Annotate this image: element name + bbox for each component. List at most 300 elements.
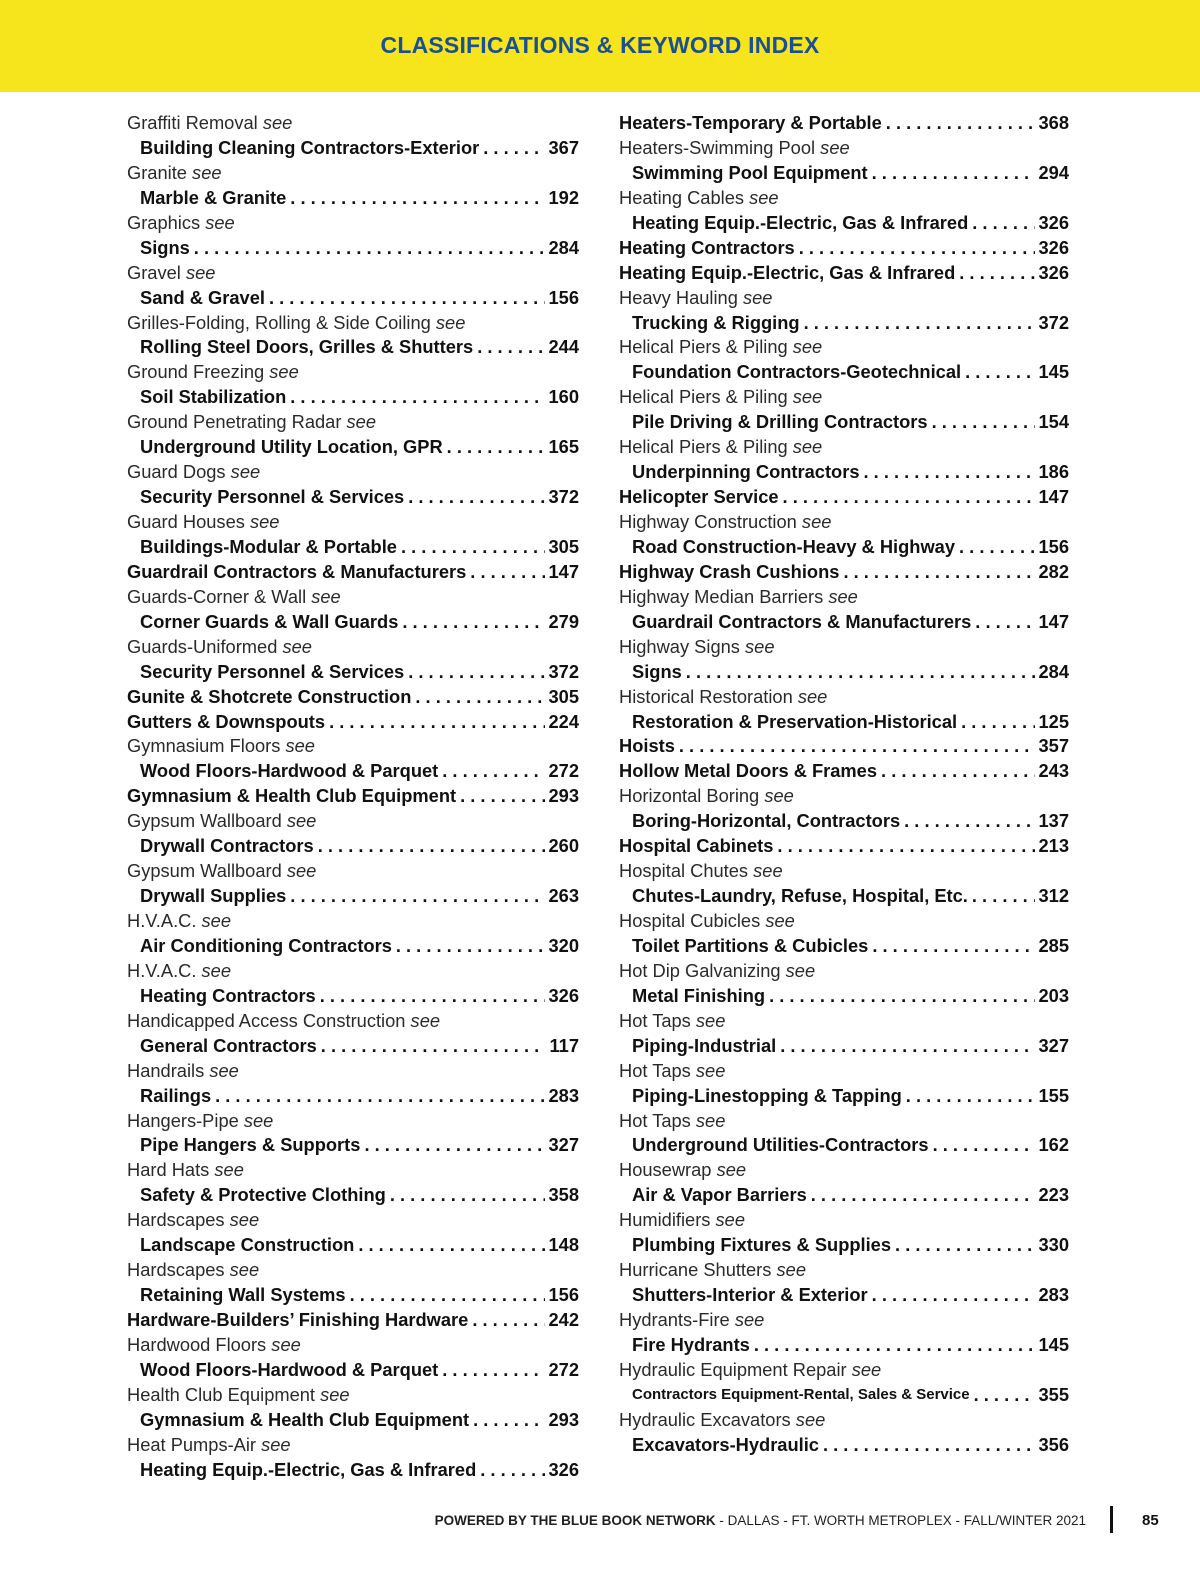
index-column-right xyxy=(619,111,1069,1458)
index-entry xyxy=(619,759,1069,784)
classification-label: Heating Contractors xyxy=(140,984,316,1006)
index-entry xyxy=(127,1458,579,1483)
index-cross-reference xyxy=(619,1158,1069,1183)
see-label: see xyxy=(269,361,299,383)
page-reference: 165 xyxy=(548,436,579,458)
keyword-text: Historical Restoration xyxy=(619,685,793,707)
dot-leader xyxy=(317,1034,545,1059)
dot-leader xyxy=(868,934,1035,959)
keyword-text: Guard Dogs xyxy=(127,461,226,483)
classification-label: Restoration & Preservation-Historical xyxy=(632,710,958,732)
index-entry xyxy=(127,1183,579,1208)
index-entry xyxy=(619,485,1069,510)
classification-label: Hospital Cabinets xyxy=(619,835,774,857)
dot-leader xyxy=(929,1133,1035,1158)
index-entry xyxy=(619,360,1069,385)
page-reference: 155 xyxy=(1038,1084,1069,1106)
see-label: see xyxy=(792,436,823,458)
page-reference: 148 xyxy=(548,1234,579,1256)
dot-leader xyxy=(346,1283,545,1308)
keyword-text: Gypsum Wallboard xyxy=(127,860,282,882)
index-cross-reference xyxy=(127,635,579,660)
page-reference: 192 xyxy=(548,186,579,208)
index-cross-reference xyxy=(127,360,579,385)
see-label: see xyxy=(262,112,293,133)
classification-label: Wood Floors-Hardwood & Parquet xyxy=(140,760,439,782)
keyword-text: Gypsum Wallboard xyxy=(127,810,282,832)
page-reference: 326 xyxy=(548,1458,579,1480)
index-cross-reference xyxy=(619,859,1069,884)
dot-leader xyxy=(882,111,1035,136)
page-reference: 263 xyxy=(548,885,579,907)
classification-label: Guardrail Contractors & Manufacturers xyxy=(632,610,972,632)
dot-leader xyxy=(211,1084,545,1109)
see-label: see xyxy=(201,959,232,981)
classification-label: Helicopter Service xyxy=(619,486,779,508)
classification-label: Heating Equip.-Electric, Gas & Infrared xyxy=(619,261,956,283)
footer-divider xyxy=(1110,1506,1113,1533)
dot-leader xyxy=(466,560,545,585)
classification-label: Toilet Partitions & Cubicles xyxy=(632,934,869,956)
see-label: see xyxy=(286,860,317,882)
dot-leader xyxy=(316,984,545,1009)
page-reference: 284 xyxy=(1038,660,1069,682)
index-cross-reference xyxy=(619,909,1069,934)
index-cross-reference xyxy=(619,385,1069,410)
page-reference: 330 xyxy=(1038,1234,1069,1256)
dot-leader xyxy=(479,136,545,161)
page-reference: 224 xyxy=(548,710,579,732)
index-entry xyxy=(619,560,1069,585)
classification-label: Piping-Industrial xyxy=(632,1034,777,1056)
page-reference: 279 xyxy=(548,610,579,632)
classification-label: Foundation Contractors-Geotechnical xyxy=(632,361,962,383)
index-entry xyxy=(619,1133,1069,1158)
index-cross-reference xyxy=(619,510,1069,535)
dot-leader xyxy=(928,410,1035,435)
index-entry xyxy=(619,1333,1069,1358)
index-entry xyxy=(127,759,579,784)
dot-leader xyxy=(773,834,1035,859)
page-reference: 117 xyxy=(549,1034,579,1056)
see-label: see xyxy=(229,1259,260,1281)
classification-label: Security Personnel & Services xyxy=(140,660,405,682)
index-cross-reference xyxy=(127,1158,579,1183)
page-reference: 203 xyxy=(1038,984,1069,1006)
index-cross-reference xyxy=(127,410,579,435)
classification-label: Air & Vapor Barriers xyxy=(632,1184,807,1206)
dot-leader xyxy=(955,535,1035,560)
keyword-text: Guards-Corner & Wall xyxy=(127,585,307,607)
dot-leader xyxy=(955,261,1035,286)
dot-leader xyxy=(190,236,545,261)
index-column-left xyxy=(127,111,579,1483)
index-cross-reference xyxy=(619,286,1069,311)
see-label: see xyxy=(742,286,773,308)
index-entry xyxy=(127,1233,579,1258)
see-label: see xyxy=(753,860,783,882)
keyword-text: Heat Pumps-Air xyxy=(127,1433,257,1455)
classification-label: Retaining Wall Systems xyxy=(140,1284,346,1306)
dot-leader xyxy=(411,685,545,710)
page-reference: 186 xyxy=(1038,461,1069,483)
index-cross-reference xyxy=(127,311,579,336)
dot-leader xyxy=(957,710,1035,735)
dot-leader xyxy=(807,1183,1035,1208)
classification-label: Gymnasium & Health Club Equipment xyxy=(140,1408,470,1430)
index-entry xyxy=(619,1283,1069,1308)
page-reference: 223 xyxy=(1038,1184,1069,1206)
classification-label: Marble & Granite xyxy=(140,186,287,208)
keyword-text: Humidifiers xyxy=(619,1209,711,1231)
classification-label: Heating Equip.-Electric, Gas & Infrared xyxy=(140,1458,477,1480)
classification-label: Hoists xyxy=(619,735,675,757)
keyword-text: Graffiti Removal xyxy=(127,112,258,133)
keyword-text: Helical Piers & Piling xyxy=(619,336,788,358)
page-reference: 160 xyxy=(548,386,579,408)
page-reference: 145 xyxy=(1038,361,1069,383)
classification-label: Plumbing Fixtures & Supplies xyxy=(632,1234,892,1256)
dot-leader xyxy=(354,1233,545,1258)
index-cross-reference xyxy=(619,959,1069,984)
page-reference: 147 xyxy=(1038,486,1069,508)
index-cross-reference xyxy=(127,734,579,759)
page-reference: 243 xyxy=(1038,760,1069,782)
keyword-text: Hot Taps xyxy=(619,1059,691,1081)
keyword-text: Hospital Cubicles xyxy=(619,910,761,931)
keyword-text: Helical Piers & Piling xyxy=(619,386,788,408)
keyword-text: Ground Penetrating Radar xyxy=(127,411,342,433)
dot-leader xyxy=(971,610,1035,635)
classification-label: Guardrail Contractors & Manufacturers xyxy=(127,560,467,582)
page-reference: 285 xyxy=(1038,934,1069,956)
page-reference: 293 xyxy=(548,1408,579,1430)
classification-label: Contractors Equipment-Rental, Sales & Service xyxy=(632,1385,970,1403)
see-label: see xyxy=(795,1408,826,1430)
index-entry xyxy=(127,1133,579,1158)
index-cross-reference xyxy=(127,1433,579,1458)
classification-label: Corner Guards & Wall Guards xyxy=(140,610,399,632)
page-title: CLASSIFICATIONS & KEYWORD INDEX xyxy=(380,32,820,58)
keyword-text: Highway Construction xyxy=(619,511,797,532)
page-reference: 260 xyxy=(548,835,579,857)
see-label: see xyxy=(410,1009,441,1031)
index-entry xyxy=(127,560,579,585)
dot-leader xyxy=(392,934,545,959)
page-reference: 326 xyxy=(1038,261,1069,283)
page-reference: 147 xyxy=(1038,610,1069,632)
page-reference: 137 xyxy=(1038,810,1069,832)
page-reference: 358 xyxy=(548,1184,579,1206)
index-entry xyxy=(619,710,1069,735)
see-label: see xyxy=(285,735,315,757)
page-reference: 372 xyxy=(1038,311,1069,333)
index-entry xyxy=(619,535,1069,560)
see-label: see xyxy=(286,810,317,832)
see-label: see xyxy=(249,511,280,532)
classification-label: Hollow Metal Doors & Frames xyxy=(619,760,878,782)
page-reference: 326 xyxy=(548,984,579,1006)
keyword-text: Guards-Uniformed xyxy=(127,635,278,657)
see-label: see xyxy=(828,585,858,607)
keyword-text: Hospital Chutes xyxy=(619,860,749,882)
see-label: see xyxy=(229,1209,260,1231)
page-reference: 156 xyxy=(1038,535,1069,557)
index-cross-reference xyxy=(127,1009,579,1034)
page-reference: 305 xyxy=(548,535,579,557)
dot-leader xyxy=(800,311,1035,336)
classification-label: Hardware-Builders’ Finishing Hardware xyxy=(127,1309,469,1330)
index-cross-reference xyxy=(127,1059,579,1084)
index-cross-reference xyxy=(127,909,579,934)
page-reference: 356 xyxy=(1038,1433,1069,1455)
keyword-text: Hurricane Shutters xyxy=(619,1259,772,1281)
classification-label: Swimming Pool Equipment xyxy=(632,161,868,183)
index-cross-reference xyxy=(127,211,579,236)
dot-leader xyxy=(765,984,1035,1009)
classification-label: General Contractors xyxy=(140,1034,317,1056)
see-label: see xyxy=(851,1358,882,1380)
keyword-text: Hangers-Pipe xyxy=(127,1109,239,1131)
see-label: see xyxy=(820,136,850,158)
dot-leader xyxy=(819,1433,1035,1458)
index-entry xyxy=(127,435,579,460)
page-reference: 283 xyxy=(548,1084,579,1106)
see-label: see xyxy=(435,311,466,333)
dot-leader xyxy=(868,1283,1035,1308)
page-reference: 327 xyxy=(548,1134,579,1156)
page-reference: 156 xyxy=(548,1284,579,1306)
keyword-text: Hot Dip Galvanizing xyxy=(619,959,781,981)
index-entry xyxy=(619,610,1069,635)
see-label: see xyxy=(765,910,795,931)
page-reference: 294 xyxy=(1038,161,1069,183)
page-reference: 284 xyxy=(548,236,579,258)
see-label: see xyxy=(764,785,794,807)
index-entry xyxy=(619,934,1069,959)
index-cross-reference xyxy=(619,784,1069,809)
keyword-text: Heating Cables xyxy=(619,186,744,208)
footer-network: POWERED BY THE BLUE BOOK NETWORK xyxy=(434,1513,716,1528)
classification-label: Chutes-Laundry, Refuse, Hospital, Etc. xyxy=(632,885,968,907)
index-entry xyxy=(127,1034,579,1059)
footer-edition: - DALLAS - FT. WORTH METROPLEX - FALL/WINTER 2021 xyxy=(715,1513,1086,1528)
keyword-text: Heavy Hauling xyxy=(619,286,738,308)
page-reference: 326 xyxy=(1038,236,1069,258)
index-entry xyxy=(619,984,1069,1009)
dot-leader xyxy=(386,1183,545,1208)
page-reference: 305 xyxy=(548,685,579,707)
classification-label: Air Conditioning Contractors xyxy=(140,934,392,956)
classification-label: Heating Equip.-Electric, Gas & Infrared xyxy=(632,211,969,233)
page-reference: 272 xyxy=(548,1358,579,1380)
index-cross-reference xyxy=(619,1208,1069,1233)
classification-label: Gutters & Downspouts xyxy=(127,710,326,732)
keyword-text: Handicapped Access Construction xyxy=(127,1009,406,1031)
dot-leader xyxy=(891,1233,1035,1258)
dot-leader xyxy=(404,485,545,510)
dot-leader xyxy=(860,460,1036,485)
keyword-text: Hydraulic Equipment Repair xyxy=(619,1358,847,1380)
keyword-text: Gravel xyxy=(127,261,181,283)
dot-leader xyxy=(443,435,545,460)
keyword-text: Hot Taps xyxy=(619,1109,691,1131)
classification-label: Boring-Horizontal, Contractors xyxy=(632,810,901,832)
keyword-text: Hardwood Floors xyxy=(127,1333,267,1355)
page-reference: 320 xyxy=(548,934,579,956)
index-entry xyxy=(619,734,1069,759)
index-entry xyxy=(127,934,579,959)
classification-label: Soil Stabilization xyxy=(140,386,287,408)
index-cross-reference xyxy=(619,435,1069,460)
dot-leader xyxy=(468,1308,545,1333)
classification-label: Gunite & Shotcrete Construction xyxy=(127,685,412,707)
index-entry xyxy=(127,236,579,261)
index-entry xyxy=(619,460,1069,485)
dot-leader xyxy=(286,884,545,909)
index-entry xyxy=(127,1308,579,1333)
classification-label: Signs xyxy=(632,660,682,682)
index-cross-reference xyxy=(127,1383,579,1408)
dot-leader xyxy=(314,834,545,859)
classification-label: Buildings-Modular & Portable xyxy=(140,535,397,557)
index-entry xyxy=(619,261,1069,286)
page-reference: 327 xyxy=(1038,1034,1069,1056)
dot-leader xyxy=(839,560,1035,585)
dot-leader xyxy=(877,759,1035,784)
index-entry xyxy=(127,984,579,1009)
page-reference: 156 xyxy=(548,286,579,308)
classification-label: Pile Driving & Drilling Contractors xyxy=(632,411,928,433)
index-entry xyxy=(619,809,1069,834)
index-cross-reference xyxy=(127,460,579,485)
see-label: see xyxy=(776,1259,806,1281)
index-cross-reference xyxy=(127,809,579,834)
classification-label: Pipe Hangers & Supports xyxy=(140,1134,361,1156)
see-label: see xyxy=(214,1159,244,1181)
dot-leader xyxy=(750,1333,1035,1358)
see-label: see xyxy=(243,1109,274,1131)
dot-leader xyxy=(286,385,545,410)
dot-leader xyxy=(902,1084,1035,1109)
page-reference: 162 xyxy=(1038,1134,1069,1156)
keyword-text: Hydrants-Fire xyxy=(619,1309,730,1330)
classification-label: Piping-Linestopping & Tapping xyxy=(632,1084,902,1106)
index-cross-reference xyxy=(619,585,1069,610)
see-label: see xyxy=(695,1009,726,1031)
index-entry xyxy=(619,884,1069,909)
see-label: see xyxy=(749,186,779,208)
page-reference: 367 xyxy=(548,136,579,158)
keyword-text: Ground Freezing xyxy=(127,361,265,383)
page-reference: 312 xyxy=(1038,885,1069,907)
see-label: see xyxy=(261,1433,291,1455)
index-entry xyxy=(127,335,579,360)
see-label: see xyxy=(745,635,775,657)
page-reference: 145 xyxy=(1038,1333,1069,1355)
index-entry xyxy=(127,1408,579,1433)
dot-leader xyxy=(868,161,1035,186)
dot-leader xyxy=(398,610,545,635)
page-reference: 147 xyxy=(548,560,579,582)
index-entry xyxy=(619,111,1069,136)
classification-label: Signs xyxy=(140,236,190,258)
index-cross-reference xyxy=(619,186,1069,211)
classification-label: Highway Crash Cushions xyxy=(619,560,840,582)
index-cross-reference xyxy=(127,1208,579,1233)
keyword-text: Handrails xyxy=(127,1059,205,1081)
classification-label: Drywall Contractors xyxy=(140,835,314,857)
see-label: see xyxy=(205,211,235,233)
see-label: see xyxy=(201,910,232,931)
page-reference: 283 xyxy=(1038,1284,1069,1306)
dot-leader xyxy=(961,360,1035,385)
index-entry xyxy=(619,410,1069,435)
keyword-text: Hydraulic Excavators xyxy=(619,1408,791,1430)
see-label: see xyxy=(801,511,832,532)
index-entry xyxy=(619,1034,1069,1059)
index-cross-reference xyxy=(127,959,579,984)
index-cross-reference xyxy=(619,1059,1069,1084)
classification-label: Railings xyxy=(140,1084,212,1106)
dot-leader xyxy=(682,660,1035,685)
index-entry xyxy=(127,1084,579,1109)
dot-leader xyxy=(476,1458,545,1483)
classification-label: Sand & Gravel xyxy=(140,286,265,308)
index-entry xyxy=(619,1183,1069,1208)
dot-leader xyxy=(469,1408,545,1433)
index-entry xyxy=(127,685,579,710)
index-cross-reference xyxy=(619,635,1069,660)
page-reference: 282 xyxy=(1038,560,1069,582)
index-cross-reference xyxy=(127,1333,579,1358)
page-reference: 326 xyxy=(1038,211,1069,233)
dot-leader xyxy=(360,1133,545,1158)
index-entry xyxy=(127,186,579,211)
see-label: see xyxy=(792,386,823,408)
index-cross-reference xyxy=(127,585,579,610)
index-entry xyxy=(127,710,579,735)
footer-text xyxy=(435,1513,1086,1528)
index-entry xyxy=(127,1358,579,1383)
dot-leader xyxy=(776,1034,1035,1059)
index-entry xyxy=(127,610,579,635)
see-label: see xyxy=(785,959,816,981)
classification-label: Excavators-Hydraulic xyxy=(632,1433,819,1455)
index-cross-reference xyxy=(619,685,1069,710)
page-reference: 357 xyxy=(1038,735,1069,757)
classification-label: Wood Floors-Hardwood & Parquet xyxy=(140,1358,439,1380)
see-label: see xyxy=(792,336,823,358)
index-entry xyxy=(127,286,579,311)
index-entry xyxy=(619,834,1069,859)
classification-label: Trucking & Rigging xyxy=(632,311,800,333)
dot-leader xyxy=(779,485,1035,510)
index-entry xyxy=(619,211,1069,236)
index-cross-reference xyxy=(127,161,579,186)
keyword-text: Grilles-Folding, Rolling & Side Coiling xyxy=(127,311,431,333)
dot-leader xyxy=(970,1383,1035,1408)
page-reference: 125 xyxy=(1038,710,1069,732)
see-label: see xyxy=(346,411,377,433)
page-reference: 293 xyxy=(548,785,579,807)
index-entry xyxy=(619,311,1069,336)
index-entry xyxy=(619,1433,1069,1458)
page-reference: 368 xyxy=(1038,112,1069,133)
see-label: see xyxy=(271,1333,301,1355)
classification-label: Security Personnel & Services xyxy=(140,486,405,508)
page-number: 85 xyxy=(1142,1512,1159,1529)
